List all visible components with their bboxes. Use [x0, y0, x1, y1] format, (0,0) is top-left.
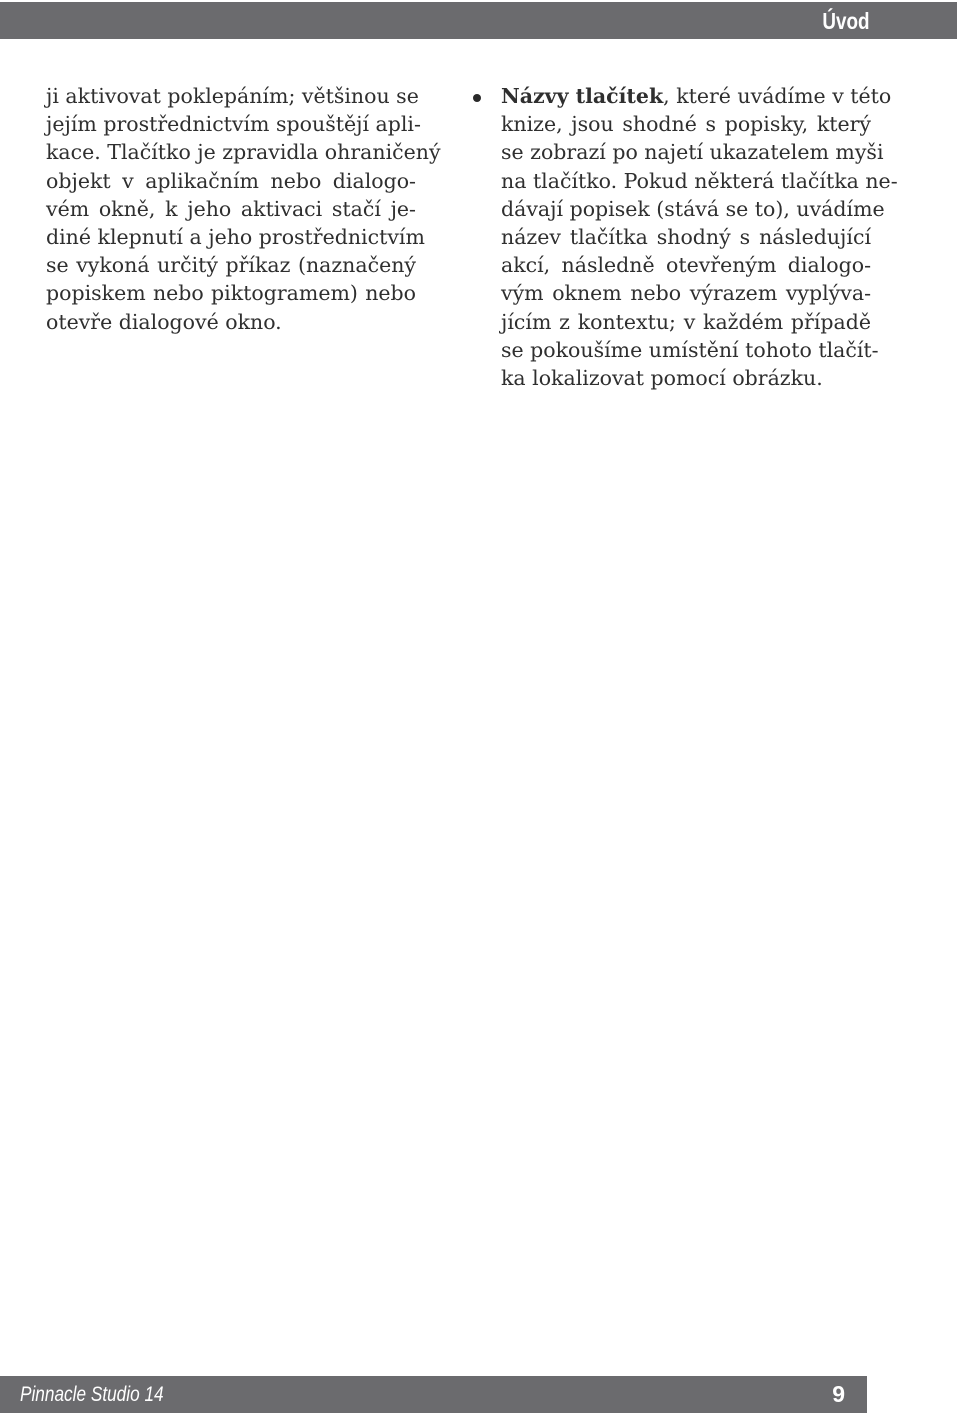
- bullet-icon: [473, 94, 481, 102]
- footer-bar: [0, 1376, 867, 1413]
- book-title: Pinnacle Studio 14: [20, 1383, 164, 1406]
- right-line: se pokoušíme umístění tohoto tlačít-: [501, 337, 879, 362]
- bullet-item-first-line: [501, 82, 892, 110]
- left-line: ji aktivovat poklepáním; většinou se: [46, 84, 419, 108]
- right-line: na tlačítko. Pokud některá tlačítka ne-: [501, 168, 898, 193]
- section-title: Úvod: [821, 8, 869, 34]
- right-line: ka lokalizovat pomocí obrázku.: [501, 366, 823, 391]
- right-line: jícím z kontextu; v každém případě: [501, 309, 871, 334]
- right-line: název tlačítka shodný s následující: [501, 225, 871, 250]
- left-line: kace. Tlačítko je zpravidla ohraničený: [46, 140, 441, 165]
- left-line: otevře dialogové okno.: [46, 309, 282, 334]
- right-line: se zobrazí po najetí ukazatelem myši: [501, 140, 884, 165]
- left-line: popiskem nebo piktogramem) nebo: [46, 281, 416, 306]
- right-line: vým oknem nebo výrazem vyplýva-: [501, 281, 871, 306]
- left-column: [46, 82, 441, 336]
- right-line: akcí, následně otevřeným dialogo-: [501, 253, 871, 278]
- bold-term: Názvy tlačítek: [501, 84, 664, 108]
- left-line: objekt v aplikačním nebo dialogo-: [46, 168, 416, 193]
- right-line: knize, jsou shodné s popisky, který: [501, 112, 871, 137]
- left-line: vém okně, k jeho aktivaci stačí je-: [46, 196, 416, 221]
- page-number: 9: [832, 1381, 845, 1407]
- left-line: jejím prostřednictvím spouštějí apli-: [46, 112, 421, 137]
- right-column: [501, 82, 898, 392]
- header-bar: [0, 2, 957, 39]
- first-line-rest: , které uvádíme v této: [663, 84, 892, 108]
- right-line: dávají popisek (stává se to), uvádíme: [501, 196, 885, 221]
- left-line: diné klepnutí a jeho prostřednictvím: [46, 225, 425, 250]
- left-line: se vykoná určitý příkaz (naznačený: [46, 253, 416, 278]
